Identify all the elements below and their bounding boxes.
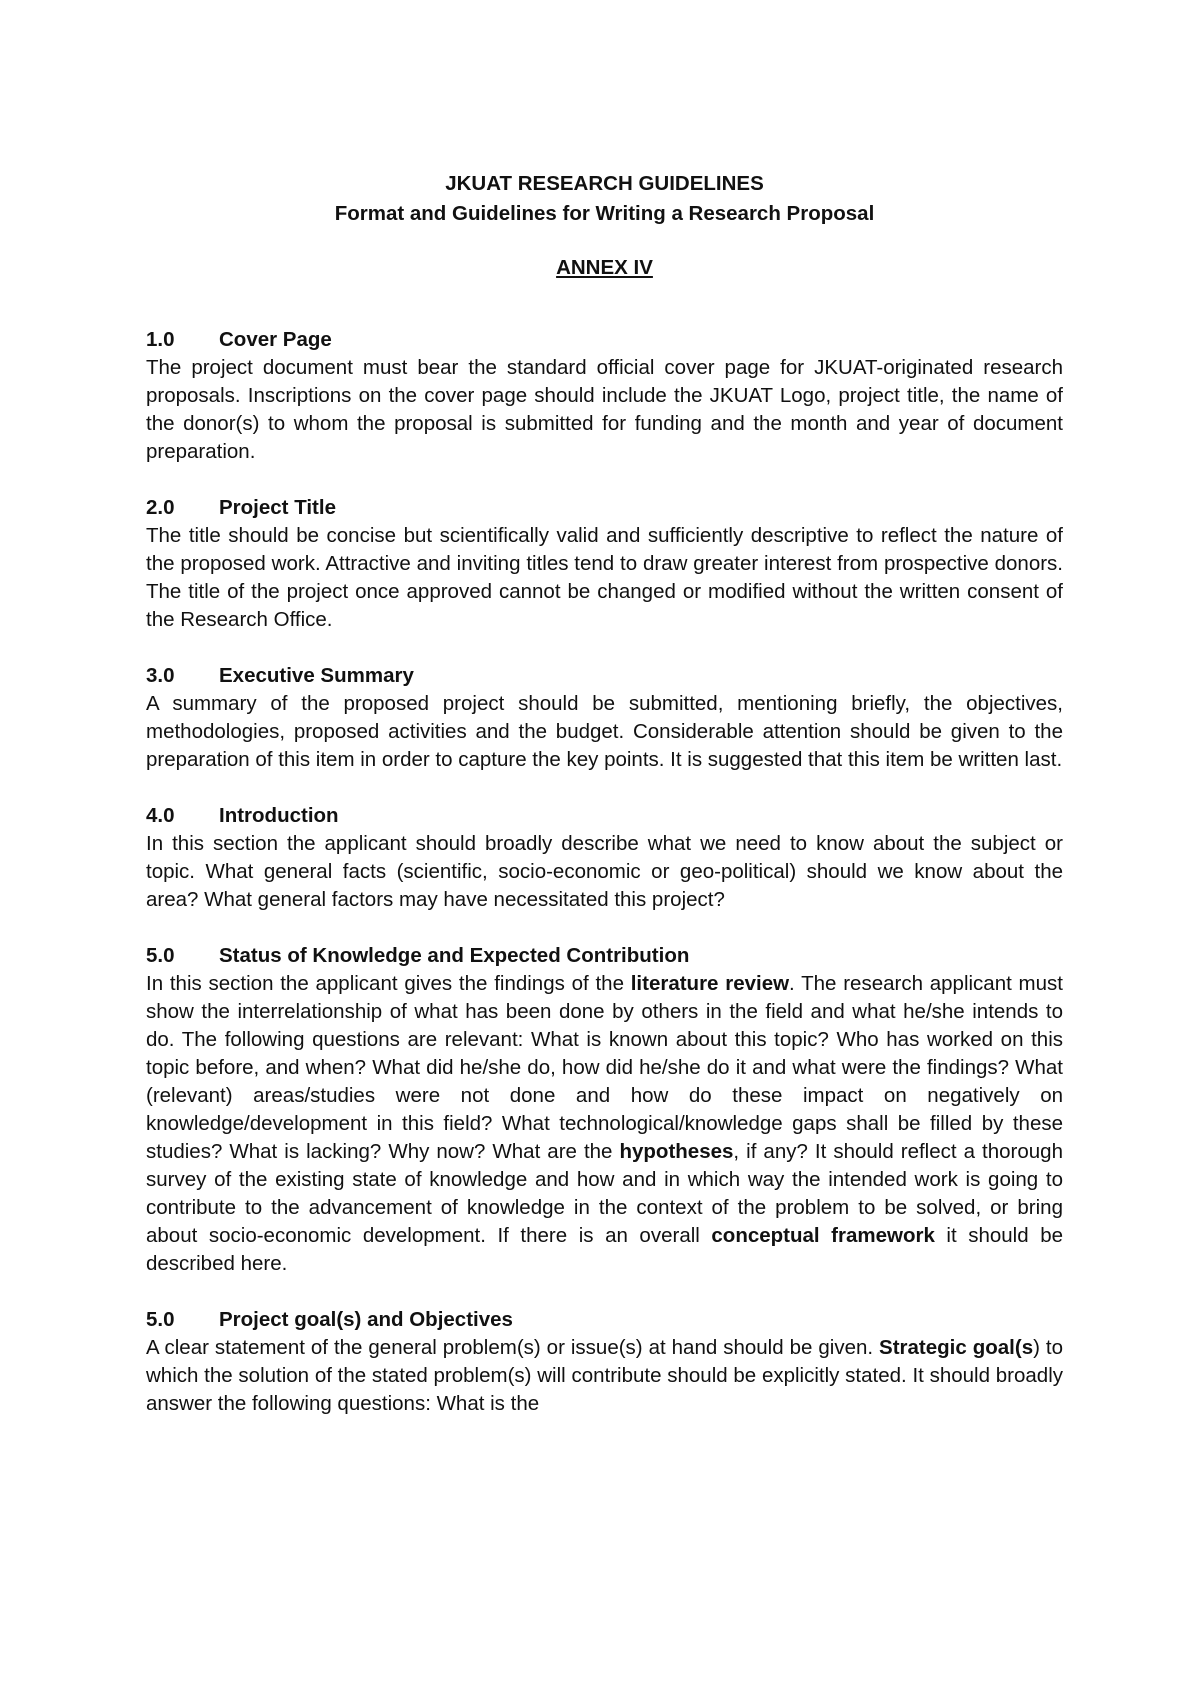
section-number: 5.0: [146, 1308, 175, 1331]
body-text: , if any? It should reflect a thorough survey of the existing state of knowledge and how and in which way the intended work is going to contribute to the advancement of knowledge in the context of the problem to be solved, or bring about socio-economic development. If there is an overall: [146, 1140, 1063, 1247]
section-heading: [146, 326, 1063, 354]
emphasis-strategic-goals: Strategic goal(s: [879, 1336, 1034, 1359]
section-heading: [146, 662, 1063, 690]
section-heading: [146, 1306, 1063, 1334]
section-title: Cover Page: [219, 328, 332, 351]
body-text: ) to which the solution of the stated problem(s) will contribute should be explicitly stated. It should broadly answer the following questions: What is the: [146, 1336, 1063, 1415]
section-heading: [146, 942, 1063, 970]
emphasis-literature-review: literature review: [630, 972, 790, 995]
section-title: Project Title: [219, 496, 336, 519]
section-body: In this section the applicant should broadly describe what we need to know about the subject or topic. What general facts (scientific, socio-economic or geo-political) should we know about the area? What general factors may have necessitated this project?: [146, 832, 1063, 911]
section-number: 5.0: [146, 944, 175, 967]
section-body: The title should be concise but scientifically valid and sufficiently descriptive to reflect the nature of the proposed work. Attractive and inviting titles tend to draw greater interest from prospective donors. The title of the project once approved cannot be changed or modified without the written consent of the Research Office.: [146, 524, 1063, 631]
section-number: 3.0: [146, 664, 175, 687]
section-number: 2.0: [146, 496, 175, 519]
section-introduction: [146, 802, 1063, 914]
annex-label: ANNEX IV: [556, 256, 653, 279]
document-page: [146, 170, 1063, 1446]
section-body: The project document must bear the standard official cover page for JKUAT-originated research proposals. Inscriptions on the cover page should include the JKUAT Logo, project title, the name of the donor(s) to whom the proposal is submitted for funding and the month and year of document preparation.: [146, 356, 1063, 463]
body-text: it should be described here.: [146, 1224, 1063, 1275]
section-project-title: [146, 494, 1063, 634]
body-text: In this section the applicant gives the findings of the: [146, 972, 631, 995]
section-cover-page: [146, 326, 1063, 466]
emphasis-conceptual-framework: conceptual framework: [711, 1224, 935, 1247]
section-status-of-knowledge: [146, 942, 1063, 1278]
section-number: 1.0: [146, 328, 175, 351]
emphasis-hypotheses: hypotheses: [619, 1140, 734, 1163]
section-executive-summary: [146, 662, 1063, 774]
section-number: 4.0: [146, 804, 175, 827]
section-title: Executive Summary: [219, 664, 414, 687]
body-text: A clear statement of the general problem(s) or issue(s) at hand should be given.: [146, 1336, 880, 1359]
section-body: A summary of the proposed project should be submitted, mentioning briefly, the objectives, methodologies, proposed activities and the budget. Considerable attention should be given to the preparation of this item in order to capture the key points. It is suggested that this item be written last.: [146, 692, 1063, 771]
section-body: [146, 970, 1063, 1278]
section-project-goals: [146, 1306, 1063, 1418]
section-title: Introduction: [219, 804, 339, 827]
body-text: . The research applicant must show the interrelationship of what has been done by others in the field and what he/she intends to do. The following questions are relevant: What is known about this topic? Who has worked on this topic before, and when? What did he/she do, how did he/she do it and what were the findings? What (relevant) areas/studies were not done and how do these impact on negatively on knowledge/development in this field? What technological/knowledge gaps shall be filled by these studies? What is lacking? Why now? What are the: [146, 972, 1063, 1163]
section-title: Project goal(s) and Objectives: [219, 1308, 513, 1331]
section-title: Status of Knowledge and Expected Contribution: [219, 944, 690, 967]
section-body: [146, 1334, 1063, 1418]
document-title: JKUAT RESEARCH GUIDELINES: [445, 172, 764, 195]
document-subtitle: Format and Guidelines for Writing a Research Proposal: [334, 202, 875, 225]
section-heading: [146, 494, 1063, 522]
section-heading: [146, 802, 1063, 830]
